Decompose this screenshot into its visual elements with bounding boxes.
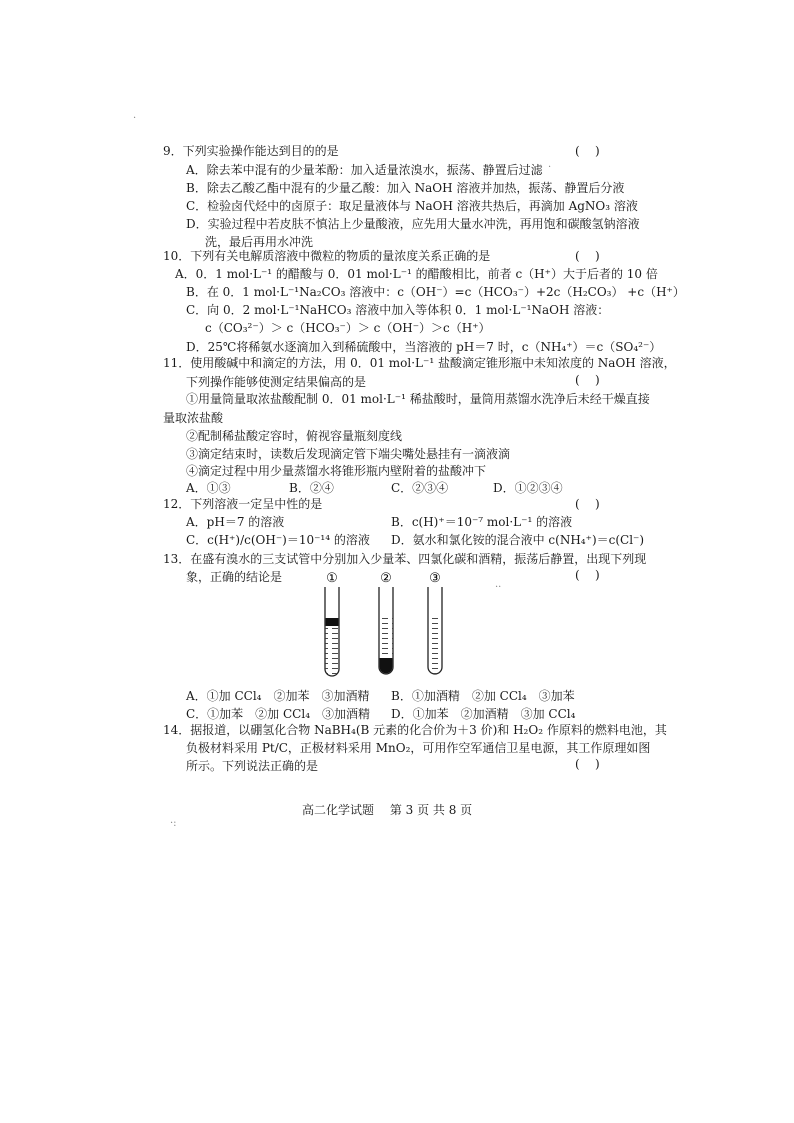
- test-tube-2: [379, 571, 393, 674]
- q11-item-1-line1: ①用量筒量取浓盐酸配制 0．01 mol·L⁻¹ 稀盐酸时，量筒用蒸馏水洗净后未经干燥直接: [186, 392, 650, 406]
- q9-option-d-line1: D．实验过程中若皮肤不慎沾上少量酸液，应先用大量水冲洗，再用饱和碳酸氢钠溶液: [186, 217, 640, 231]
- test-tube-1: [325, 571, 339, 676]
- q13-option-d: D．①加苯 ②加酒精 ③加 CCl₄: [391, 707, 576, 721]
- q11-option-c: C．②③④: [391, 481, 449, 495]
- q11-item-4: ④滴定过程中用少量蒸馏水将锥形瓶内壁附着的盐酸冲下: [186, 464, 487, 478]
- q13-stem-line2: 象，正确的结论是: [186, 570, 283, 584]
- scan-speck: ··: [495, 582, 502, 593]
- q9-option-c: C．检验卤代烃中的卤原子：取足量液体与 NaOH 溶液共热后，再滴加 AgNO₃ 溶液: [186, 199, 638, 213]
- q9-option-b: B．除去乙酸乙酯中混有的少量乙酸：加入 NaOH 溶液并加热，振荡、静置后分液: [186, 181, 625, 195]
- tube-3-liquid: [429, 616, 442, 673]
- q10-option-c-line2: c（CO₃²⁻）＞ c（HCO₃⁻）＞ c（OH⁻）＞c（H⁺）: [205, 321, 491, 335]
- q9-option-a: A．除去苯中混有的少量苯酚：加入适量浓溴水，振荡、静置后过滤: [186, 163, 543, 177]
- q11-option-b: B．②④: [289, 481, 334, 495]
- q13-answer-paren: ( ): [575, 568, 600, 582]
- test-tubes-diagram: [320, 571, 460, 681]
- tube-2-label: ②: [380, 571, 392, 586]
- q10-option-b: B．在 0．1 mol·L⁻¹Na₂CO₃ 溶液中：c（OH⁻）=c（HCO₃⁻）+2c（H₂CO₃） +c（H⁺）: [186, 285, 685, 299]
- q9-option-d-line2: 洗，最后再用水冲洗: [205, 235, 314, 249]
- scan-speck: ·:: [170, 818, 177, 829]
- tube-2-liquid: [380, 616, 393, 658]
- q11-item-1-line2: 量取浓盐酸: [163, 411, 224, 425]
- test-tube-3: [428, 571, 442, 674]
- q12-option-d: D．氨水和氯化铵的混合液中 c(NH₄⁺)＝c(Cl⁻): [391, 533, 645, 547]
- scan-speck: ·: [133, 113, 137, 124]
- q13-stem-line1: 13．在盛有溴水的三支试管中分别加入少量苯、四氯化碳和酒精，振荡后静置，出现下列现: [163, 552, 647, 566]
- q10-stem: 10．下列有关电解质溶液中微粒的物质的量浓度关系正确的是: [163, 249, 491, 263]
- q12-stem: 12．下列溶液一定呈中性的是: [163, 497, 323, 511]
- q10-option-d: D．25℃将稀氨水逐滴加入到稀硫酸中，当溶液的 pH＝7 时，c（NH₄⁺）＝c（SO₄²⁻）: [186, 340, 662, 354]
- tube-1-liquid: [326, 626, 339, 675]
- q9-answer-paren: ( ): [575, 144, 600, 158]
- q9-stem: 9．下列实验操作能达到目的的是: [163, 144, 339, 158]
- q14-stem-line3: 所示。下列说法正确的是: [186, 759, 319, 773]
- q10-option-a: A．0．1 mol·L⁻¹ 的醋酸与 0．01 mol·L⁻¹ 的醋酸相比，前者 c（H⁺）大于后者的 10 倍: [175, 267, 658, 281]
- q12-option-b: B．c(H)⁺＝10⁻⁷ mol·L⁻¹ 的溶液: [391, 515, 573, 529]
- tube-2-dark-bottom-layer: [380, 658, 393, 673]
- q13-option-a: A．①加 CCl₄ ②加苯 ③加酒精: [186, 689, 370, 703]
- q12-answer-paren: ( ): [575, 497, 600, 511]
- q11-option-d: D．①②③④: [493, 481, 563, 495]
- tube-1-dark-top-layer: [326, 618, 339, 626]
- q11-stem-line1: 11．使用酸碱中和滴定的方法，用 0．01 mol·L⁻¹ 盐酸滴定锥形瓶中未知浓度的 NaOH 溶液，: [163, 356, 676, 370]
- q14-stem-line1: 14．据报道，以硼氢化合物 NaBH₄(B 元素的化合价为＋3 价)和 H₂O₂ 作原料的燃料电池，其: [163, 723, 667, 737]
- q13-option-b: B．①加酒精 ②加 CCl₄ ③加苯: [391, 689, 575, 703]
- q11-option-a: A．①③: [186, 481, 231, 495]
- q11-item-3: ③滴定结束时，读数后发现滴定管下端尖嘴处悬挂有一滴液滴: [186, 447, 511, 461]
- q10-option-c-line1: C．向 0．2 mol·L⁻¹NaHCO₃ 溶液中加入等体积 0．1 mol·L⁻¹NaOH 溶液：: [186, 303, 610, 317]
- tube-1-label: ①: [326, 571, 338, 586]
- q11-answer-paren: ( ): [575, 373, 600, 387]
- tube-3-label: ③: [429, 571, 441, 586]
- q14-stem-line2: 负极材料采用 Pt/C，正极材料采用 MnO₂，可用作空军通信卫星电源，其工作原理如图: [186, 741, 651, 755]
- q11-item-2: ②配制稀盐酸定容时，俯视容量瓶刻度线: [186, 429, 403, 443]
- q11-stem-line2: 下列操作能够使测定结果偏高的是: [186, 375, 367, 389]
- q12-option-c: C．c(H⁺)/c(OH⁻)＝10⁻¹⁴ 的溶液: [186, 533, 370, 547]
- q10-answer-paren: ( ): [575, 249, 600, 263]
- q12-option-a: A．pH＝7 的溶液: [186, 515, 285, 529]
- page-footer: 高二化学试题 第 3 页 共 8 页: [302, 803, 473, 817]
- q13-option-c: C．①加苯 ②加 CCl₄ ③加酒精: [186, 707, 371, 721]
- scan-speck: ·: [548, 162, 552, 173]
- q14-answer-paren: ( ): [575, 757, 600, 771]
